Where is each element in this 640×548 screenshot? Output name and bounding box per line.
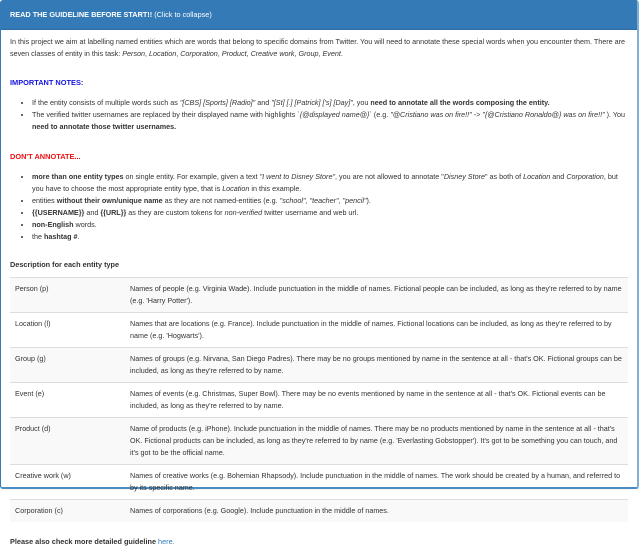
entity-description-cell: Names of groups (e.g. Nirvana, San Diego Padres). There may be no groups mentioned by name in the sentence at all - that's OK. Fictional groups can be included, as long as they're referred to by name. [125, 348, 628, 383]
footer-note: Please also check more detailed guideline here. [10, 537, 175, 546]
guideline-body [1, 30, 637, 548]
important-notes-list [10, 97, 628, 133]
class-location: Location [149, 49, 177, 58]
entity-table-title: Description for each entity type [10, 260, 120, 269]
guideline-title: READ THE GUIDELINE BEFORE START!! [10, 10, 153, 19]
entity-type-cell: Creative work (w) [10, 465, 125, 500]
important-notes-title: IMPORTANT NOTES: [10, 78, 84, 87]
table-row [10, 383, 628, 418]
entity-type-cell: Event (e) [10, 383, 125, 418]
table-row [10, 278, 628, 313]
entity-type-cell: Group (g) [10, 348, 125, 383]
class-corporation: Corporation [180, 49, 218, 58]
table-row [10, 465, 628, 500]
entity-description-cell: Name of products (e.g. iPhone). Include punctuation in the middle of names. There may be no products mentioned by name in the sentence at all - that's OK. Fictional products can be included, as long as they're referred to by name (e.g. 'Everlasting Gobstopper'). It's got to be something you can touch, and it's got to be the official name. [125, 418, 628, 465]
class-person: Person [122, 49, 146, 58]
dont-annotate-item: • the hashtag #. [32, 231, 628, 243]
table-row [10, 313, 628, 348]
class-group: Group [298, 49, 319, 58]
dont-annotate-item: • entities without their own/unique name as they are not named-entities (e.g. "school", "teacher", "pencil"). [32, 195, 628, 207]
dont-annotate-title: DON'T ANNOTATE... [10, 152, 81, 161]
dont-annotate-item: • non-English words. [32, 219, 628, 231]
entity-description-cell: Names of corporations (e.g. Google). Include punctuation in the middle of names. [125, 500, 628, 523]
entity-type-cell: Product (d) [10, 418, 125, 465]
table-row [10, 418, 628, 465]
entity-type-cell: Location (l) [10, 313, 125, 348]
dont-annotate-item: • more than one entity types on single entity. For example, given a text "I went to Disney Store", you are not allowed to annotate "Disney Store" as both of Location and Corporation, but you have to choose the most appropriate entity type, that is Location in this example. [32, 171, 628, 195]
detailed-guideline-link[interactable]: here. [158, 537, 175, 546]
entity-type-cell: Person (p) [10, 278, 125, 313]
table-row [10, 500, 628, 523]
dont-annotate-item: • {{USERNAME}} and {{URL}} as they are custom tokens for non-verified twitter username and web url. [32, 207, 628, 219]
class-product: Product [221, 49, 247, 58]
entity-description-cell: Names that are locations (e.g. France). Include punctuation in the middle of names. Fictional locations can be included, as long as they're referred to by name (e.g. 'Hogwarts'). [125, 313, 628, 348]
dont-annotate-list [10, 171, 628, 243]
entity-description-cell: Names of people (e.g. Virginia Wade). Include punctuation in the middle of names. Fictional people can be included, as long as they're referred to by name (e.g. 'Harry Potter'). [125, 278, 628, 313]
guideline-collapse-header[interactable] [1, 1, 637, 30]
entity-type-table [10, 277, 628, 522]
entity-type-cell: Corporation (c) [10, 500, 125, 523]
collapse-hint: (Click to collapse) [154, 10, 212, 19]
class-creative-work: Creative work [250, 49, 295, 58]
class-event: Event [322, 49, 341, 58]
important-note-item: • The verified twitter usernames are replaced by their displayed name with highlights `{@displayed name@}` (e.g. "@Cristiano was on fire!!" -> "{@Cristiano Ronaldo@} was on fire!!" ). You need to annotate those twitter usernames. [32, 109, 628, 133]
entity-description-cell: Names of events (e.g. Christmas, Super Bowl). There may be no events mentioned by name in the sentence at all - that's OK. Fictional events can be included, as long as they're referred to by name. [125, 383, 628, 418]
entity-description-cell: Names of creative works (e.g. Bohemian Rhapsody). Include punctuation in the middle of names. The work should be created by a human, and referred to by its specific name. [125, 465, 628, 500]
intro-paragraph: In this project we aim at labelling named entities which are words that belong to specific domains from Twitter. You will need to annotate these special words when you encounter them. There are seven classes of entity in this task: Person, Location, Corporation, Product, Creative work, Group, Event. [10, 37, 626, 58]
table-row [10, 348, 628, 383]
important-note-item: • If the entity consists of multiple words such as "[CBS] [Sports] [Radio]" and "[St] [.] [Patrick] ['s] [Day]", you need to annotate all the words composing the entity. [32, 97, 628, 109]
